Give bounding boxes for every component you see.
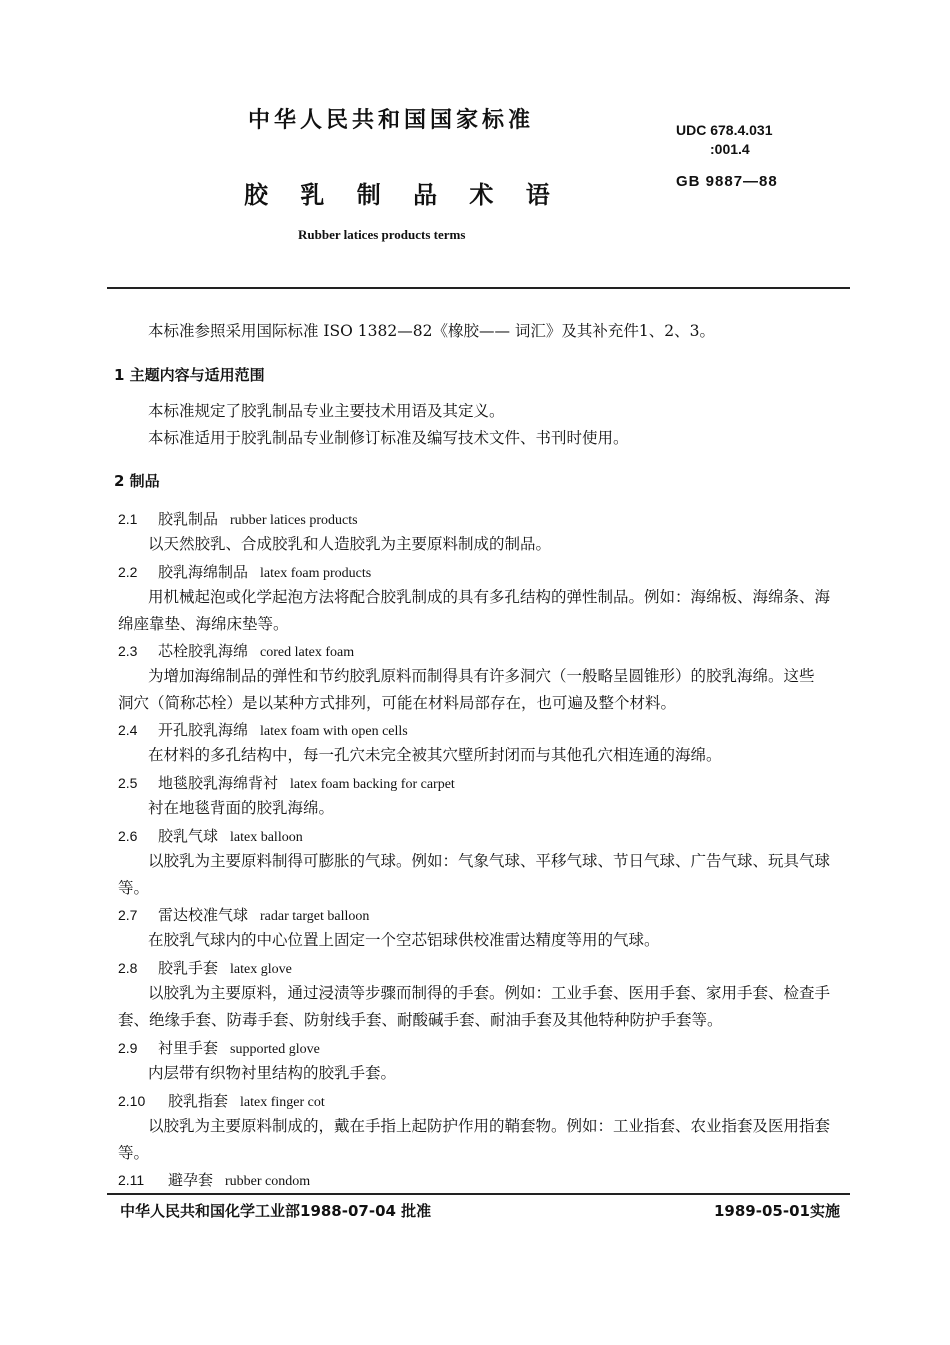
term-number: 2.7	[118, 907, 138, 923]
term-2-4	[118, 719, 408, 740]
section-1-paragraph-2: 本标准适用于胶乳制品专业制修订标准及编写技术文件、书刊时使用。	[148, 429, 629, 447]
term-english: radar target balloon	[260, 909, 370, 924]
term-chinese: 衬里手套	[158, 1039, 219, 1057]
term-2-10-definition-line-1: 以胶乳为主要原料制成的，戴在手指上起防护作用的鞘套物。例如：工业指套、农业指套及医用指套	[148, 1117, 831, 1135]
term-english: latex foam products	[260, 566, 372, 581]
term-english: latex foam backing for carpet	[290, 777, 455, 792]
term-chinese: 胶乳手套	[158, 959, 219, 977]
term-number: 2.5	[118, 775, 138, 791]
term-2-3-definition-line-1: 为增加海绵制品的弹性和节约胶乳原料而制得具有许多洞穴（一般略呈圆锥形）的胶乳海绵。这些	[148, 667, 815, 685]
term-chinese: 地毯胶乳海绵背衬	[158, 774, 279, 792]
term-number: 2.10	[118, 1093, 146, 1109]
term-chinese: 胶乳海绵制品	[158, 563, 249, 581]
implementation-date: 1989-05-01实施	[714, 1202, 840, 1220]
term-number: 2.9	[118, 1040, 138, 1056]
term-english: cored latex foam	[260, 645, 355, 660]
term-2-3-definition-line-2: 洞穴（简称芯栓）是以某种方式排列，可能在材料局部存在，也可遍及整个材料。	[118, 694, 677, 712]
term-chinese: 雷达校准气球	[158, 906, 249, 924]
term-number: 2.2	[118, 564, 138, 580]
udc-line-1: UDC 678.4.031	[676, 122, 773, 138]
term-2-2-definition-line-1: 用机械起泡或化学起泡方法将配合胶乳制成的具有多孔结构的弹性制品。例如：海绵板、海绵条、海	[148, 588, 831, 606]
section-1-heading: 1 主题内容与适用范围	[114, 366, 265, 384]
term-2-5	[118, 772, 455, 793]
term-2-4-definition: 在材料的多孔结构中，每一孔穴未完全被其穴壁所封闭而与其他孔穴相连通的海绵。	[148, 746, 722, 764]
term-2-1-definition: 以天然胶乳、合成胶乳和人造胶乳为主要原料制成的制品。	[148, 535, 552, 553]
term-chinese: 开孔胶乳海绵	[158, 721, 249, 739]
term-2-5-definition: 衬在地毯背面的胶乳海绵。	[148, 799, 335, 817]
term-2-3	[118, 640, 354, 661]
term-2-6-definition-line-1: 以胶乳为主要原料制得可膨胀的气球。例如：气象气球、平移气球、节日气球、广告气球、玩具气球	[148, 852, 831, 870]
term-number: 2.8	[118, 960, 138, 976]
term-english: latex finger cot	[240, 1095, 325, 1110]
udc-code	[676, 121, 773, 159]
term-2-1	[118, 508, 358, 529]
term-chinese: 胶乳指套	[168, 1092, 229, 1110]
section-1-paragraph-1: 本标准规定了胶乳制品专业主要技术用语及其定义。	[148, 402, 505, 420]
approval-line: 中华人民共和国化学工业部1988-07-04 批准	[120, 1202, 432, 1220]
term-chinese: 避孕套	[168, 1171, 214, 1189]
term-2-10-definition-line-2: 等。	[118, 1144, 150, 1162]
term-2-9-definition: 内层带有织物衬里结构的胶乳手套。	[148, 1064, 397, 1082]
term-2-8	[118, 957, 292, 978]
term-english: latex balloon	[230, 830, 303, 845]
header-divider	[107, 287, 850, 289]
term-2-10	[118, 1090, 325, 1111]
term-2-2-definition-line-2: 绵座靠垫、海绵床垫等。	[118, 615, 289, 633]
gb-number: GB 9887—88	[676, 173, 778, 190]
term-english: rubber latices products	[230, 513, 358, 528]
term-number: 2.1	[118, 511, 138, 527]
term-2-8-definition-line-2: 套、绝缘手套、防毒手套、防射线手套、耐酸碱手套、耐油手套及其他特种防护手套等。	[118, 1011, 723, 1029]
term-2-9	[118, 1037, 320, 1058]
english-title: Rubber latices products terms	[298, 227, 466, 242]
term-english: rubber condom	[225, 1174, 311, 1189]
term-number: 2.6	[118, 828, 138, 844]
term-chinese: 胶乳气球	[158, 827, 219, 845]
term-number: 2.4	[118, 722, 138, 738]
intro-paragraph: 本标准参照采用国际标准 ISO 1382—82《橡胶—— 词汇》及其补充件1、2、3。	[148, 322, 715, 340]
term-2-7-definition: 在胶乳气球内的中心位置上固定一个空芯铝球供校准雷达精度等用的气球。	[148, 931, 660, 949]
term-number: 2.3	[118, 643, 138, 659]
section-2-heading: 2 制品	[114, 472, 160, 490]
term-english: latex foam with open cells	[260, 724, 408, 739]
term-chinese: 芯栓胶乳海绵	[158, 642, 249, 660]
term-number: 2.11	[118, 1172, 145, 1188]
term-chinese: 胶乳制品	[158, 510, 219, 528]
term-2-6	[118, 825, 303, 846]
document-title: 胶 乳 制 品 术 语	[244, 181, 552, 209]
term-english: latex glove	[230, 962, 292, 977]
footer-divider	[107, 1193, 850, 1195]
term-2-8-definition-line-1: 以胶乳为主要原料，通过浸渍等步骤而制得的手套。例如：工业手套、医用手套、家用手套、检查手	[148, 984, 831, 1002]
standard-title: 中华人民共和国国家标准	[248, 108, 535, 133]
term-2-2	[118, 561, 371, 582]
udc-line-2: :001.4	[710, 141, 750, 157]
term-english: supported glove	[230, 1042, 320, 1057]
term-2-7	[118, 904, 369, 925]
term-2-6-definition-line-2: 等。	[118, 879, 150, 897]
term-2-11	[118, 1169, 310, 1190]
